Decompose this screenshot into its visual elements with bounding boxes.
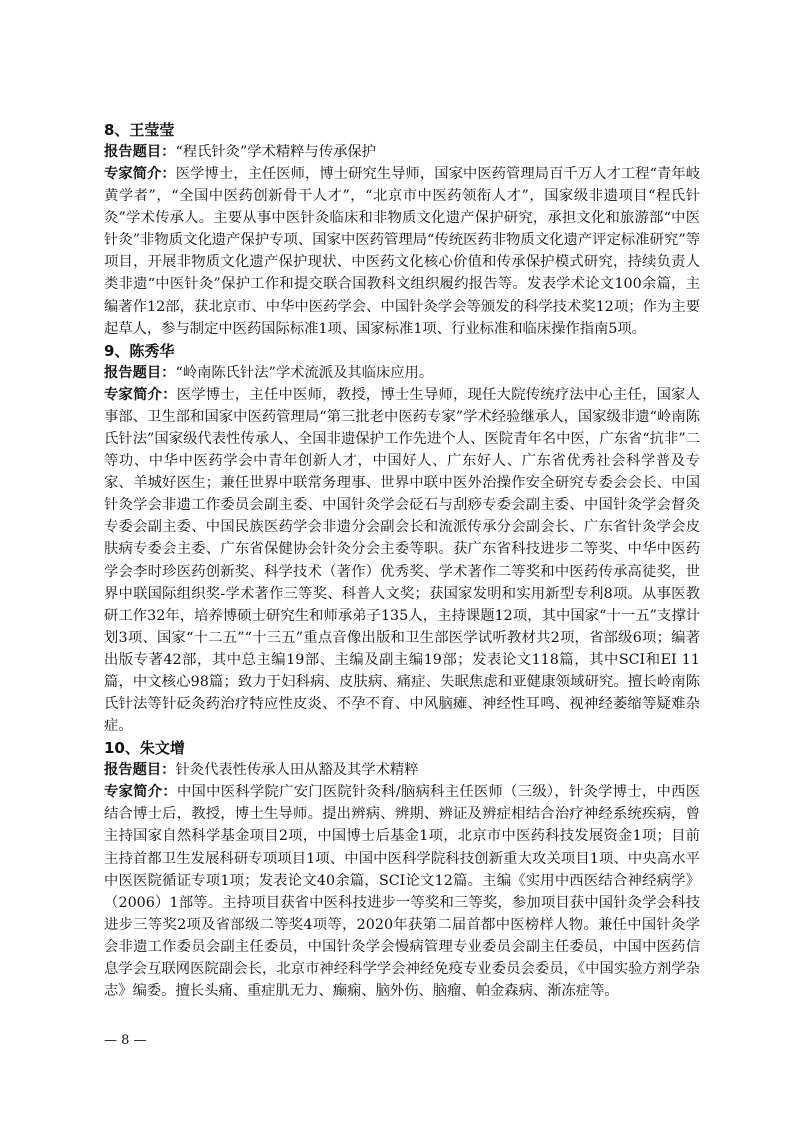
bio-text: 医学博士，主任中医师，教授，博士生导师，现任大院传统疗法中心主任，国家人事部、卫生部和国家中医药管理局“第三批老中医药专家”学术经验继承人，国家级非遗“岭南陈氏针法”国家级代表性传承人、全国非遗保护工作先进个人、医院青年名中医，广东省“抗非”二等功、中华中医药学会中青年创新人才，中国好人、广东好人、广东省优秀社会科学普及专家、羊城好医生；兼任世界中联常务理事、世界中联中医外治操作安全研究专委会会长、中国针灸学会非遗工作委员会副主委、中国针灸学会砭石与刮痧专委会副主委、中国针灸学会督灸专委会副主委、中国民族医药学会非遗分会副会长和流派传承分会副会长、广东省针灸学会皮肤病专委会主委、广东省保健协会针灸分会主委等职。获广东省科技进步二等奖、中华中医药学会李时珍医药创新奖、科学技术（著作）优秀奖、学术著作二等奖和中医药传承高徒奖，世界中联国际组织奖-学术著作三等奖、科普人文奖；获国家发明和实用新型专利8项。从事医教研工作32年，培养博硕士研究生和师承弟子135人，主持课题12项，其中国家“十一五”支撑计划3项、国家“十二五”“十三五”重点音像出版和卫生部医学试听教材共2项，省部级6项；编著出版专著42部，其中总主编19部、主编及副主编19部；发表论文118篇，其中SCI和EI 11篇，中文核心98篇；致力于妇科病、皮肤病、痛症、失眠焦虑和亚健康领域研究。擅长岭南陈氏针法等针砭灸药治疗特应性皮炎、不孕不育、中风脑瘫、神经性耳鸣、视神经萎缩等疑难杂症。 <box>104 386 701 735</box>
bio-text: 中国中医科学院广安门医院针灸科/脑病科主任医师（三级），针灸学博士，中西医结合博士后，教授，博士生导师。提出辨病、辨期、辨证及辨症相结合治疗神经系统疾病，曾主持国家自然科学基金项目2项，中国博士后基金1项，北京市中医药科技发展资金1项；目前主持首都卫生发展科研专项项目1项、中国中医科学院科技创新重大攻关项目1项、中央高水平中医医院循证专项1项；发表论文40余篇，SCI论文12篇。主编《实用中西医结合神经病学》（2006）1部等。主持项目获省中医科技进步一等奖和三等奖，参加项目获中国针灸学会科技进步三等奖2项及省部级二等奖4项等，2020年获第二届首都中医榜样人物。兼任中国针灸学会非遗工作委员会副主任委员，中国针灸学会慢病管理专业委员会副主任委员，中国中医药信息学会互联网医院副会长，北京市神经科学学会神经免疫专业委员会委员，《中国实验方剂学杂志》编委。擅长头痛、重症肌无力、癫痫、脑外伤、脑瘤、帕金森病、渐冻症等。 <box>104 784 700 1000</box>
report-title-label: 报告题目： <box>104 144 176 160</box>
report-title-line <box>104 362 700 384</box>
expert-heading: 8、王莹莹 <box>104 121 175 139</box>
page-number: — 8 — <box>104 1033 147 1048</box>
bio-label: 专家简介： <box>104 784 177 801</box>
report-title-text: “岭南陈氏针法”学术流派及其临床应用。 <box>175 364 434 381</box>
report-title-text: 针灸代表性传承人田从豁及其学术精粹 <box>175 762 419 779</box>
expert-heading: 10、朱文增 <box>104 739 185 758</box>
expert-section <box>104 340 700 738</box>
report-title-label: 报告题目： <box>104 364 176 381</box>
bio-label: 专家简介： <box>104 386 177 403</box>
expert-section <box>104 119 700 340</box>
bio-text: 医学博士，主任医师，博士研究生导师，国家中医药管理局百千万人才工程“青年岐黄学者”，“全国中医药创新骨干人才”，“北京市中医药领衔人才”，国家级非遗项目“程氏针灸”学术传承人。主要从事中医针灸临床和非物质文化遗产保护研究，承担文化和旅游部“中医针灸”非物质文化遗产保护专项、国家中医药管理局“传统医药非物质文化遗产评定标准研究”等项目，开展非物质文化遗产保护现状、中医药文化核心价值和传承保护模式研究，持续负责人类非遗“中医针灸”保护工作和提交联合国教科文组织履约报告等。发表学术论文100余篇，主编著作12部，获北京市、中华中医药学会、中国针灸学会等颁发的科学技术奖12项；作为主要起草人，参与制定中医药国际标准1项、国家标准1项、行业标准和临床操作指南5项。 <box>104 166 700 337</box>
expert-heading: 9、陈秀华 <box>104 341 175 360</box>
expert-bio <box>104 384 700 738</box>
report-title-label: 报告题目： <box>104 762 176 779</box>
expert-bio <box>104 781 700 1002</box>
report-title-line <box>104 759 700 781</box>
report-title-text: “程氏针灸”学术精粹与传承保护 <box>175 144 376 160</box>
bio-label: 专家简介： <box>104 166 176 182</box>
expert-section <box>104 737 700 1002</box>
document-page <box>104 119 700 1002</box>
expert-bio <box>104 163 700 340</box>
report-title-line <box>104 141 700 163</box>
